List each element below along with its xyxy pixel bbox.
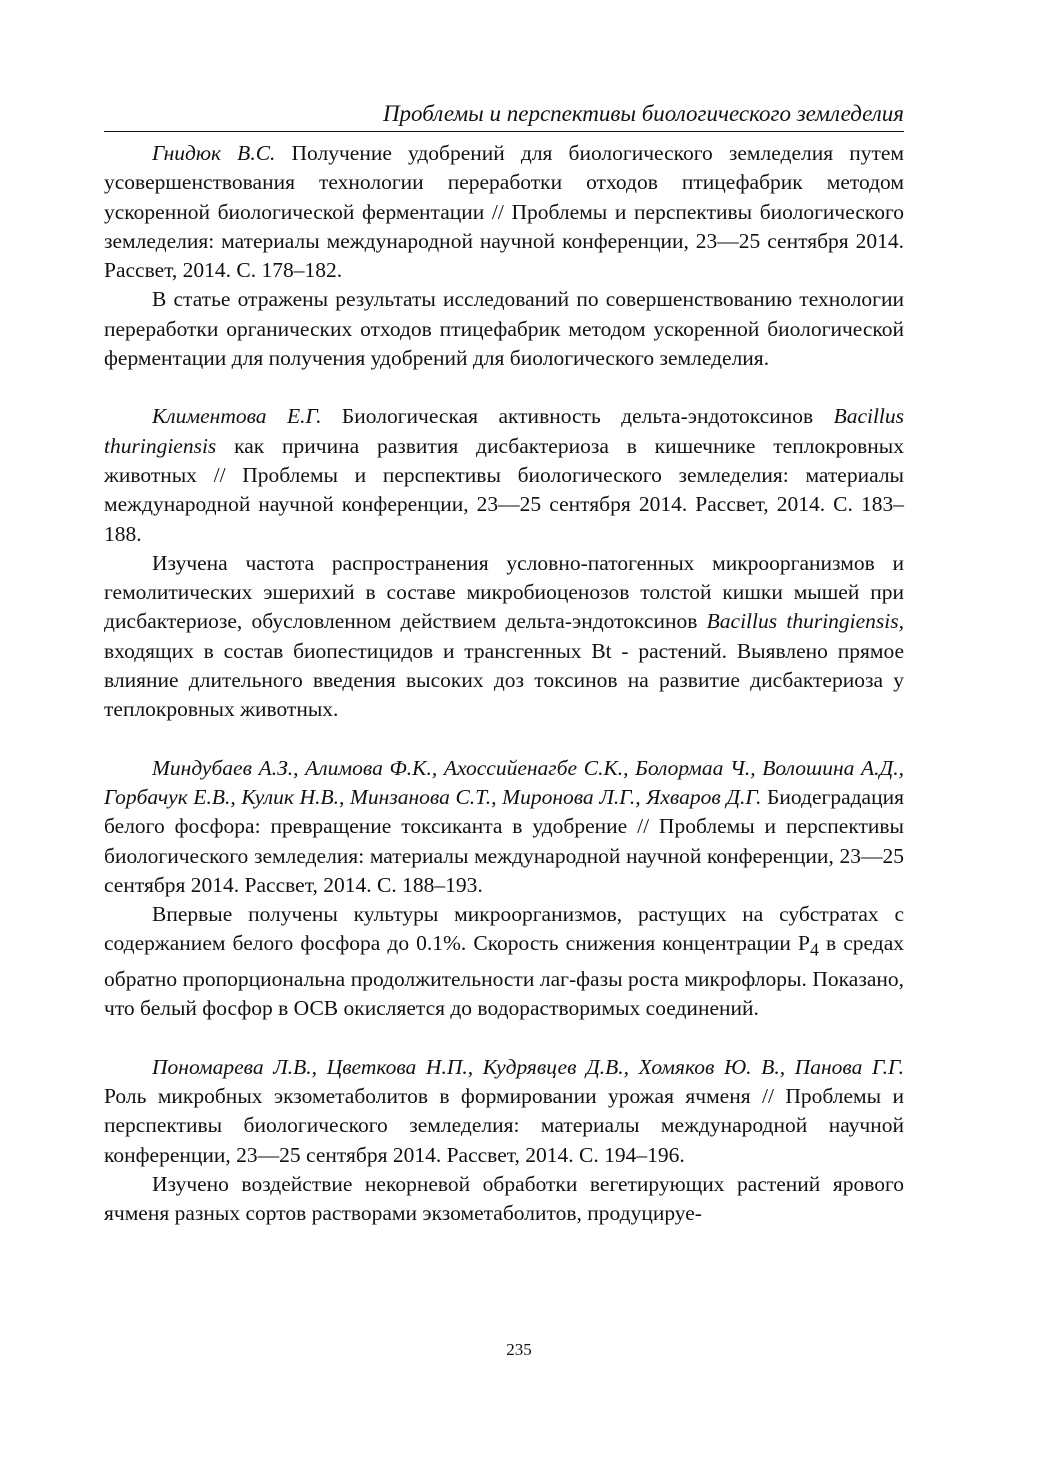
entry-authors: Миндубаев А.З., Алимова Ф.К., Ахоссийенагбе С.К., Болормаа Ч., Волошина А.Д., Горбачук Е.В., Кулик Н.В., Минзанова С.Т., Миронова Л.Г., Яхваров Д.Г. — [104, 755, 904, 809]
citation-text: Получение удобрений для биологического земледелия путем усовершенствования технологии переработки отходов птицефабрик методом ускоренной биологической ферментации // Проблемы и перспективы биологического земледелия: материалы международной научной конференции, 23—25 сентября 2014. Рассвет, 2014. С. 178–182. — [104, 141, 905, 283]
entry-citation — [104, 1053, 904, 1170]
citation-text: Биологическая активность дельта-эндотоксинов — [341, 404, 814, 429]
species-name: Bacillus thuringiensis — [104, 404, 905, 458]
page-content — [104, 139, 904, 1228]
entry-citation — [104, 754, 904, 900]
entry-authors: Гнидюк В.С. — [152, 141, 276, 165]
citation-text: как причина развития дисбактериоза в кишечнике теплокровных животных // Проблемы и перспективы биологического земледелия: материалы международной научной конференции, 23—25 сентября 2014. Рассвет, 2014. С. 183–188. — [104, 433, 904, 546]
abstract-text: Впервые получены культуры микроорганизмов, растущих на субстратах с содержанием белого фосфора до 0.1%. Скорость снижения концентрации P — [104, 902, 904, 956]
citation-text: Роль микробных экзометаболитов в формировании урожая ячменя // Проблемы и перспективы биологического земледелия: материалы международной научной конференции, 23—25 сентября 2014. Рассвет, 2014. С. 194–196. — [104, 1083, 904, 1167]
citation-text: Биодеградация белого фосфора: превращение токсиканта в удобрение // Проблемы и перспективы биологического земледелия: материалы международной научной конференции, 23—25 сентября 2014. Рассвет, 2014. С. 188–193. — [104, 784, 905, 897]
entry-gap — [104, 1024, 904, 1053]
page-number: 235 — [506, 1340, 532, 1359]
entry-abstract: В статье отражены результаты исследований по совершенствованию технологии переработки органических отходов птицефабрик методом ускоренной биологической ферментации для получения удобрений для биологического земледелия. — [104, 287, 904, 371]
abstract-text: Изучена частота распространения условно-патогенных микроорганизмов и гемолитических эшерихий в составе микробиоценозов толстой кишки мышей при дисбактериозе, обусловленном действием дельта-эндотоксинов — [104, 550, 904, 634]
abstract-text: входящих в состав биопестицидов и трансгенных Bt - растений. Выявлено прямое влияние длительного введения высоких доз токсинов на развитие дисбактериоза у теплокровных животных. — [104, 638, 904, 722]
entry-authors: Климентова Е.Г. — [152, 404, 322, 429]
subscript: 4 — [809, 939, 819, 960]
entry-abstract — [104, 549, 904, 725]
entry-abstract: Изучено воздействие некорневой обработки вегетирующих растений ярового ячменя разных сортов растворами экзометаболитов, продуцируе- — [104, 1171, 904, 1226]
entry-gap — [104, 725, 904, 754]
entry-abstract — [104, 900, 904, 1023]
entry-gap — [104, 373, 904, 402]
abstract-text: в средах обратно пропорциональна продолжительности лаг-фазы роста микрофлоры. Показано, что белый фосфор в ОСВ окисляется до водорастворимых соединений. — [104, 931, 905, 1021]
header-rule — [104, 131, 904, 132]
running-header: Проблемы и перспективы биологического земледелия — [382, 101, 904, 126]
entry-authors: Пономарева Л.В., Цветкова Н.П., Кудрявцев Д.В., Хомяков Ю. В., Панова Г.Г. — [152, 1054, 904, 1079]
entry-citation — [104, 139, 904, 285]
species-name: Bacillus thuringiensis, — [706, 609, 905, 634]
entry-citation — [104, 402, 904, 548]
